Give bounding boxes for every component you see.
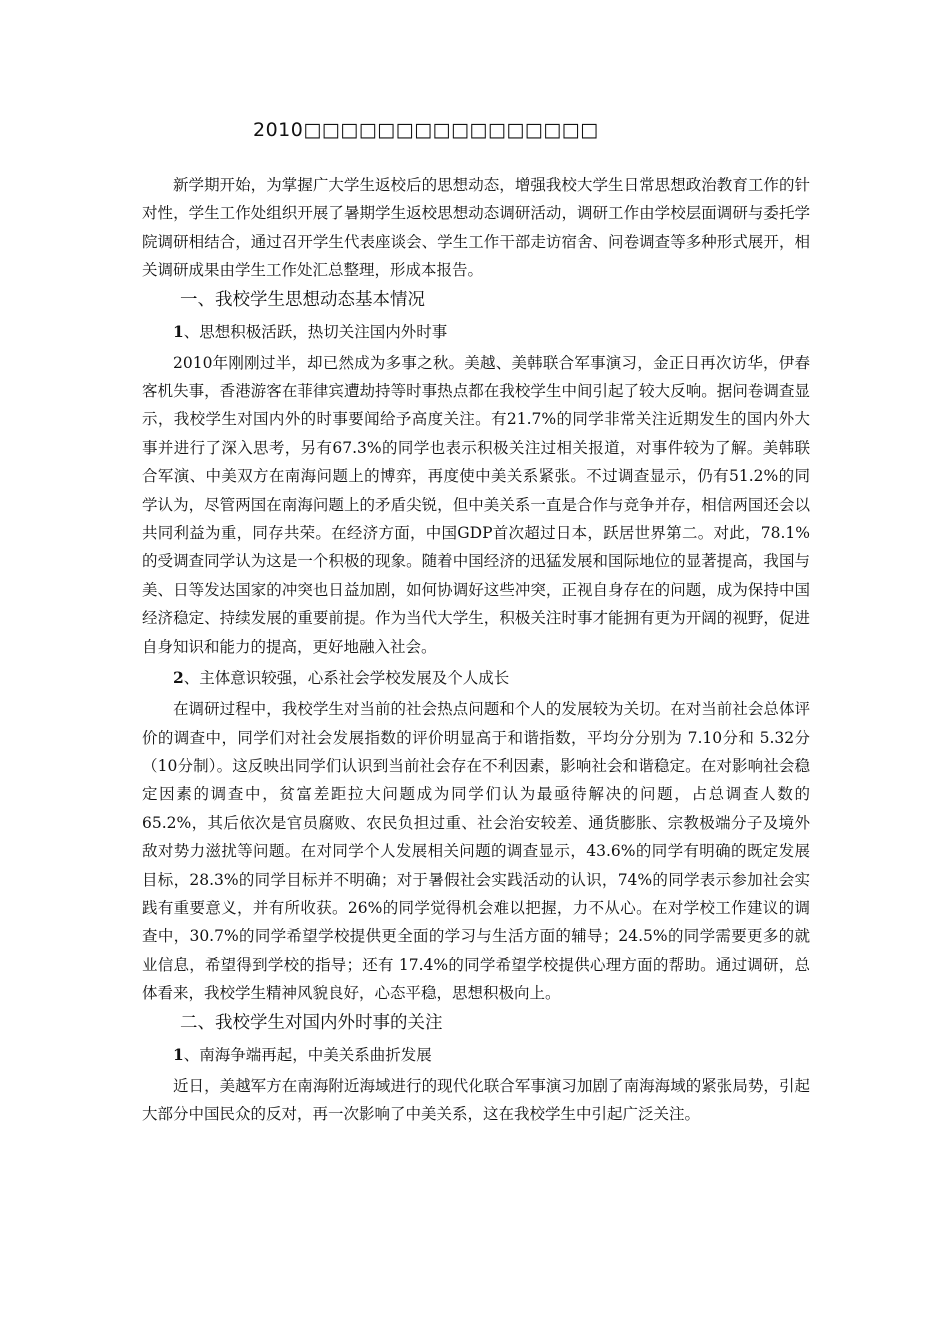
- section-2-heading: 二、我校学生对国内外时事的关注: [180, 1012, 443, 1033]
- subheading-number: 2: [173, 668, 184, 688]
- document-body: [142, 171, 810, 1128]
- subheading-text: 、主体意识较强，心系社会学校发展及个人成长: [183, 669, 510, 688]
- section-1-subheading-1: [142, 317, 810, 347]
- section-1-heading: 一、我校学生思想动态基本情况: [180, 289, 425, 310]
- subheading-number: 1: [173, 321, 184, 341]
- section-1-paragraph-2: 在调研过程中，我校学生对当前的社会热点问题和个人的发展较为关切。在对当前社会总体评价的调查中，同学们对社会发展指数的评价明显高于和谐指数，平均分分别为 7.10分和 5.32分（10分制）。这反映出同学们认识到当前社会存在不利因素，影响社会和谐稳定。在对影响社会稳定因素的调查中，贫富差距拉大问题成为同学们认为最亟待解决的问题，占总调查人数的65.2%，其后依次是官员腐败、农民负担过重、社会治安较差、通货膨胀、宗教极端分子及境外敌对势力滋扰等问题。在对同学个人发展相关问题的调查显示，43.6%的同学有明确的既定发展目标，28.3%的同学目标并不明确；对于暑假社会实践活动的认识，74%的同学表示参加社会实践有重要意义，并有所收获。26%的同学觉得机会难以把握，力不从心。在对学校工作建议的调查中，30.7%的同学希望学校提供更全面的学习与生活方面的辅导；24.5%的同学需要更多的就业信息，希望得到学校的指导；还有 17.4%的同学希望学校提供心理方面的帮助。通过调研，总体看来，我校学生精神风貌良好，心态平稳，思想积极向上。: [142, 700, 810, 1003]
- section-1-paragraph-1: 2010年刚刚过半，却已然成为多事之秋。美越、美韩联合军事演习，金正日再次访华，伊春客机失事，香港游客在菲律宾遭劫持等时事热点都在我校学生中间引起了较大反响。据问卷调查显示，我校学生对国内外的时事要闻给予高度关注。有21.7%的同学非常关注近期发生的国内外大事并进行了深入思考，另有67.3%的同学也表示积极关注过相关报道，对事件较为了解。美韩联合军演、中美双方在南海问题上的博弈，再度使中美关系紧张。不过调查显示，仍有51.2%的同学认为，尽管两国在南海问题上的矛盾尖锐，但中美关系一直是合作与竞争并存，相信两国还会以共同利益为重，同存共荣。在经济方面，中国GDP首次超过日本，跃居世界第二。对此，78.1%的受调查同学认为这是一个积极的现象。随着中国经济的迅猛发展和国际地位的显著提高，我国与美、日等发达国家的冲突也日益加剧，如何协调好这些冲突，正视自身存在的问题，成为保持中国经济稳定、持续发展的重要前提。作为当代大学生，积极关注时事才能拥有更为开阔的视野，促进自身知识和能力的提高，更好地融入社会。: [142, 353, 810, 656]
- section-2-paragraph-1: 近日，美越军方在南海附近海域进行的现代化联合军事演习加剧了南海海域的紧张局势，引起大部分中国民众的反对，再一次影响了中美关系，这在我校学生中引起广泛关注。: [142, 1076, 810, 1123]
- section-2-subheading-1: [142, 1040, 810, 1070]
- document-title: 2010□□□□□□□□□□□□□□□□: [253, 119, 599, 141]
- subheading-number: 1: [173, 1044, 184, 1064]
- section-1-subheading-2: [142, 663, 810, 693]
- intro-paragraph: 新学期开始，为掌握广大学生返校后的思想动态，增强我校大学生日常思想政治教育工作的针对性，学生工作处组织开展了暑期学生返校思想动态调研活动，调研工作由学校层面调研与委托学院调研相结合，通过召开学生代表座谈会、学生工作干部走访宿舍、问卷调查等多种形式展开，相关调研成果由学生工作处汇总整理，形成本报告。: [142, 176, 810, 280]
- subheading-text: 、南海争端再起，中美关系曲折发展: [183, 1045, 432, 1064]
- subheading-text: 、思想积极活跃，热切关注国内外时事: [183, 322, 448, 341]
